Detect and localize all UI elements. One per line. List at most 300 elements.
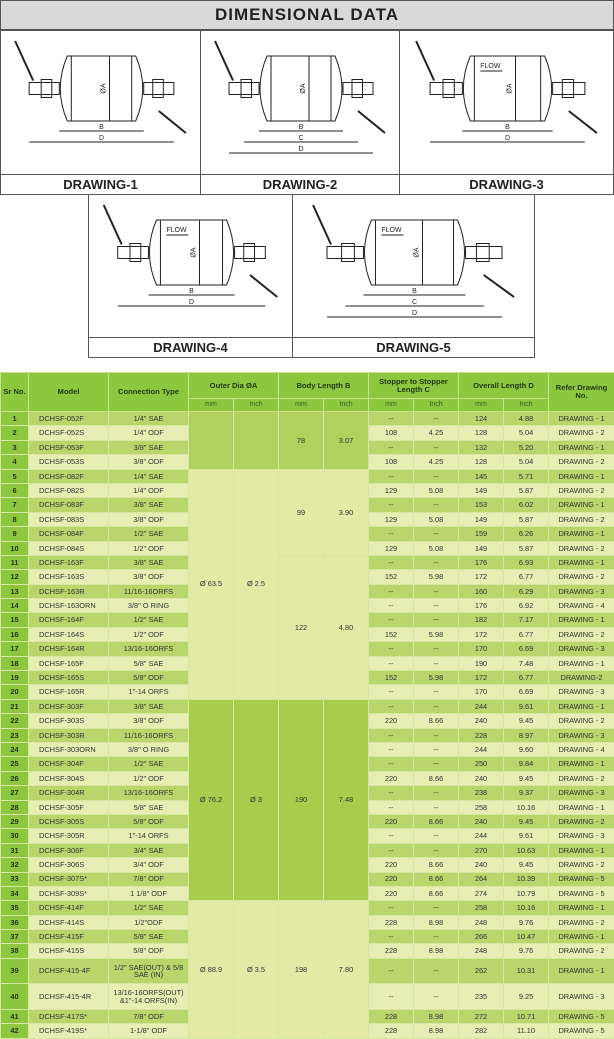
model: DCHSF-163S: [29, 570, 109, 584]
drawing-ref: DRAWING - 1: [549, 498, 614, 512]
stopper-length-inch: --: [414, 958, 459, 984]
model: DCHSF-082S: [29, 483, 109, 497]
overall-length-mm: 170: [459, 642, 504, 656]
stopper-length-inch: 8.98: [414, 1009, 459, 1023]
sr-no: 33: [1, 872, 29, 886]
stopper-length-inch: 8.98: [414, 944, 459, 958]
dimension-label: B: [189, 288, 194, 295]
overall-length-mm: 128: [459, 426, 504, 440]
model: DCHSF-305F: [29, 800, 109, 814]
wrench-arrow-icon: [104, 205, 122, 245]
drawing-ref: DRAWING - 1: [549, 699, 614, 713]
model: DCHSF-163R: [29, 584, 109, 598]
stopper-length-mm: 228: [369, 915, 414, 929]
sr-no: 39: [1, 958, 29, 984]
header-stopper-length: Stopper to Stopper Length C: [369, 373, 459, 399]
drawing-ref: DRAWING - 1: [549, 527, 614, 541]
overall-length-inch: 9.60: [504, 742, 549, 756]
outer-dia-mm: Ø 76.2: [189, 699, 234, 900]
stopper-length-mm: 152: [369, 671, 414, 685]
dimension-table: [0, 372, 614, 1039]
overall-length-inch: 6.93: [504, 555, 549, 569]
overall-length-mm: 240: [459, 771, 504, 785]
overall-length-inch: 9.61: [504, 699, 549, 713]
body-length-inch: 3.90: [324, 469, 369, 555]
connection-type: 3/8" SAE: [109, 498, 189, 512]
model: DCHSF-415F: [29, 930, 109, 944]
connection-type: 1/2" SAE: [109, 757, 189, 771]
inlet-fitting: [29, 83, 59, 95]
drawing-ref: DRAWING - 2: [549, 455, 614, 469]
connection-type: 1-1/8" ODF: [109, 1024, 189, 1038]
stopper-length-inch: --: [414, 642, 459, 656]
drawing-ref: DRAWING - 1: [549, 656, 614, 670]
outlet-fitting: [553, 83, 585, 95]
stopper-length-mm: --: [369, 613, 414, 627]
overall-length-inch: 4.88: [504, 412, 549, 426]
unit-inch: Inch: [414, 399, 459, 412]
sr-no: 19: [1, 671, 29, 685]
connection-type: 3/8" ODF: [109, 512, 189, 526]
stopper-length-inch: 8.98: [414, 915, 459, 929]
connection-type: 1/4" SAE: [109, 469, 189, 483]
connection-type: 11/16-16ORFS: [109, 728, 189, 742]
header-model: Model: [29, 373, 109, 412]
model: DCHSF-303S: [29, 714, 109, 728]
sr-no: 29: [1, 814, 29, 828]
overall-length-mm: 270: [459, 843, 504, 857]
wrench-arrow-icon: [358, 111, 385, 133]
overall-length-inch: 5.87: [504, 483, 549, 497]
model: DCHSF-084S: [29, 541, 109, 555]
overall-length-inch: 6.02: [504, 498, 549, 512]
connection-type: 1/4" ODF: [109, 483, 189, 497]
stopper-length-mm: --: [369, 728, 414, 742]
table-row: [1, 469, 614, 483]
stopper-length-mm: --: [369, 742, 414, 756]
stopper-length-mm: 108: [369, 426, 414, 440]
stopper-length-mm: 228: [369, 1024, 414, 1038]
overall-length-inch: 6.77: [504, 671, 549, 685]
stopper-length-inch: --: [414, 527, 459, 541]
body-length-mm: 198: [279, 901, 324, 1038]
drawing-ref: DRAWING - 1: [549, 469, 614, 483]
overall-length-inch: 11.10: [504, 1024, 549, 1038]
connection-type: 5/8" SAE: [109, 656, 189, 670]
stopper-length-mm: 152: [369, 570, 414, 584]
sr-no: 17: [1, 642, 29, 656]
sr-no: 11: [1, 555, 29, 569]
connection-type: 1/2" SAE: [109, 613, 189, 627]
overall-length-inch: 10.79: [504, 886, 549, 900]
drawing-ref: DRAWING - 1: [549, 555, 614, 569]
stopper-length-mm: --: [369, 584, 414, 598]
model: DCHSF-414F: [29, 901, 109, 915]
model: DCHSF-164S: [29, 627, 109, 641]
sr-no: 2: [1, 426, 29, 440]
table-body: [1, 412, 614, 1039]
model: DCHSF-303ORN: [29, 742, 109, 756]
sr-no: 36: [1, 915, 29, 929]
overall-length-mm: 149: [459, 512, 504, 526]
stopper-length-inch: 5.98: [414, 627, 459, 641]
drawing-ref: DRAWING-2: [549, 671, 614, 685]
outer-dia-mm: Ø 63.5: [189, 469, 234, 699]
model: DCHSF-163ORN: [29, 599, 109, 613]
overall-length-inch: 9.45: [504, 858, 549, 872]
sr-no: 18: [1, 656, 29, 670]
model: DCHSF-084F: [29, 527, 109, 541]
model: DCHSF-305R: [29, 829, 109, 843]
drawing-label: DRAWING-5: [293, 337, 534, 357]
stopper-length-mm: 129: [369, 512, 414, 526]
filter-drier-drawing: [201, 31, 401, 176]
connection-type: 3/8" O RING: [109, 599, 189, 613]
model: DCHSF-306S: [29, 858, 109, 872]
outlet-fitting: [144, 83, 174, 95]
stopper-length-mm: --: [369, 527, 414, 541]
sr-no: 7: [1, 498, 29, 512]
overall-length-mm: 238: [459, 786, 504, 800]
table-row: [1, 412, 614, 426]
overall-length-inch: 9.45: [504, 771, 549, 785]
connection-type: 11/16-16ORFS: [109, 584, 189, 598]
stopper-length-mm: 152: [369, 627, 414, 641]
wrench-arrow-icon: [159, 111, 186, 133]
sr-no: 21: [1, 699, 29, 713]
overall-length-inch: 9.37: [504, 786, 549, 800]
model: DCHSF-414S: [29, 915, 109, 929]
stopper-length-inch: --: [414, 742, 459, 756]
dimension-label: D: [189, 299, 194, 306]
unit-inch: Inch: [504, 399, 549, 412]
stopper-length-mm: 220: [369, 872, 414, 886]
overall-length-mm: 240: [459, 714, 504, 728]
dimension-a-label: ØA: [414, 247, 421, 257]
connection-type: 3/8" SAE: [109, 440, 189, 454]
overall-length-mm: 160: [459, 584, 504, 598]
stopper-length-mm: --: [369, 699, 414, 713]
drawing-ref: DRAWING - 1: [549, 958, 614, 984]
stopper-length-mm: --: [369, 786, 414, 800]
stopper-length-inch: --: [414, 829, 459, 843]
drawing-ref: DRAWING - 3: [549, 728, 614, 742]
drawing-ref: DRAWING - 2: [549, 814, 614, 828]
sr-no: 12: [1, 570, 29, 584]
model: DCHSF-052F: [29, 412, 109, 426]
stopper-length-inch: 4.25: [414, 455, 459, 469]
overall-length-mm: 258: [459, 800, 504, 814]
stopper-length-mm: --: [369, 469, 414, 483]
stopper-length-mm: --: [369, 958, 414, 984]
overall-length-mm: 240: [459, 814, 504, 828]
model: DCHSF-165F: [29, 656, 109, 670]
overall-length-mm: 124: [459, 412, 504, 426]
overall-length-mm: 172: [459, 671, 504, 685]
stopper-length-inch: --: [414, 469, 459, 483]
stopper-length-inch: --: [414, 685, 459, 699]
stopper-length-mm: --: [369, 440, 414, 454]
overall-length-inch: 6.29: [504, 584, 549, 598]
stopper-length-inch: --: [414, 757, 459, 771]
unit-inch: Inch: [324, 399, 369, 412]
model: DCHSF-165R: [29, 685, 109, 699]
connection-type: 3/4" SAE: [109, 843, 189, 857]
model: DCHSF-304R: [29, 786, 109, 800]
connection-type: 5/8" SAE: [109, 800, 189, 814]
connection-type: 1/2"ODF: [109, 915, 189, 929]
filter-drier-drawing: [1, 31, 202, 176]
model: DCHSF-303F: [29, 699, 109, 713]
connection-type: 1/4" ODF: [109, 426, 189, 440]
connection-type: 3/8" O RING: [109, 742, 189, 756]
drawing-label: DRAWING-3: [400, 174, 613, 194]
sr-no: 9: [1, 527, 29, 541]
flow-label: FLOW: [166, 227, 187, 234]
drawing-ref: DRAWING - 3: [549, 685, 614, 699]
overall-length-mm: 176: [459, 599, 504, 613]
overall-length-mm: 235: [459, 984, 504, 1010]
drawing-ref: DRAWING - 3: [549, 584, 614, 598]
connection-type: 5/8" ODF: [109, 944, 189, 958]
model: DCHSF-163F: [29, 555, 109, 569]
dimension-label: D: [412, 310, 417, 317]
overall-length-mm: 244: [459, 699, 504, 713]
stopper-length-inch: --: [414, 984, 459, 1010]
overall-length-inch: 9.84: [504, 757, 549, 771]
sr-no: 5: [1, 469, 29, 483]
stopper-length-inch: --: [414, 728, 459, 742]
overall-length-inch: 8.97: [504, 728, 549, 742]
drawing-ref: DRAWING - 1: [549, 843, 614, 857]
stopper-length-mm: --: [369, 412, 414, 426]
dimension-label: C: [412, 299, 417, 306]
connection-type: 1/2" SAE(OUT) & 5/8 SAE (IN): [109, 958, 189, 984]
stopper-length-mm: 228: [369, 944, 414, 958]
connection-type: 3/8" ODF: [109, 455, 189, 469]
dimension-label: B: [99, 124, 104, 131]
drawing-ref: DRAWING - 1: [549, 613, 614, 627]
outlet-fitting: [466, 247, 502, 259]
wrench-arrow-icon: [484, 275, 514, 297]
drawing-2-panel: [200, 30, 400, 195]
drawing-ref: DRAWING - 2: [549, 627, 614, 641]
stopper-length-mm: --: [369, 843, 414, 857]
stopper-length-mm: 220: [369, 886, 414, 900]
stopper-length-inch: 8.66: [414, 886, 459, 900]
wrench-arrow-icon: [15, 41, 33, 81]
stopper-length-inch: --: [414, 901, 459, 915]
model: DCHSF-083S: [29, 512, 109, 526]
stopper-length-inch: --: [414, 930, 459, 944]
page-title: DIMENSIONAL DATA: [0, 0, 614, 30]
dimension-label: D: [99, 135, 104, 142]
overall-length-inch: 5.71: [504, 469, 549, 483]
stopper-length-mm: --: [369, 984, 414, 1010]
wrench-arrow-icon: [313, 205, 331, 245]
model: DCHSF-305S: [29, 814, 109, 828]
outer-dia-inch: Ø 2.5: [234, 469, 279, 699]
overall-length-inch: 9.76: [504, 915, 549, 929]
overall-length-inch: 9.76: [504, 944, 549, 958]
stopper-length-inch: 4.25: [414, 426, 459, 440]
sr-no: 10: [1, 541, 29, 555]
overall-length-mm: 266: [459, 930, 504, 944]
header-body-length: Body Length B: [279, 373, 369, 399]
overall-length-mm: 262: [459, 958, 504, 984]
model: DCHSF-419S*: [29, 1024, 109, 1038]
unit-mm: mm: [369, 399, 414, 412]
sr-no: 14: [1, 599, 29, 613]
sr-no: 25: [1, 757, 29, 771]
sr-no: 27: [1, 786, 29, 800]
wrench-arrow-icon: [250, 275, 277, 297]
drawing-ref: DRAWING - 2: [549, 512, 614, 526]
overall-length-inch: 5.87: [504, 541, 549, 555]
connection-type: 7/8" ODF: [109, 872, 189, 886]
overall-length-inch: 9.45: [504, 714, 549, 728]
stopper-length-mm: --: [369, 800, 414, 814]
drawing-ref: DRAWING - 5: [549, 1024, 614, 1038]
drawing-label: DRAWING-4: [89, 337, 292, 357]
drawing-ref: DRAWING - 2: [549, 771, 614, 785]
drawing-ref: DRAWING - 5: [549, 1009, 614, 1023]
connection-type: 3/8" ODF: [109, 570, 189, 584]
overall-length-inch: 10.47: [504, 930, 549, 944]
inlet-fitting: [430, 83, 462, 95]
drawing-ref: DRAWING - 3: [549, 786, 614, 800]
flow-label: FLOW: [480, 63, 501, 70]
header-connection: Connection Type: [109, 373, 189, 412]
drawing-ref: DRAWING - 1: [549, 440, 614, 454]
model: DCHSF-052S: [29, 426, 109, 440]
connection-type: 13/16-16ORFS(OUT) &1"-14 ORFS(IN): [109, 984, 189, 1010]
overall-length-mm: 172: [459, 570, 504, 584]
stopper-length-inch: 8.66: [414, 872, 459, 886]
dimension-a-label: ØA: [300, 83, 307, 93]
stopper-length-inch: --: [414, 800, 459, 814]
dimension-label: D: [298, 146, 303, 153]
outlet-fitting: [235, 247, 266, 259]
overall-length-mm: 153: [459, 498, 504, 512]
model: DCHSF-415S: [29, 944, 109, 958]
overall-length-inch: 5.20: [504, 440, 549, 454]
header-overall-length: Overall Length D: [459, 373, 549, 399]
connection-type: 1"-14 ORFS: [109, 829, 189, 843]
overall-length-mm: 282: [459, 1024, 504, 1038]
overall-length-inch: 5.87: [504, 512, 549, 526]
drawing-ref: DRAWING - 2: [549, 483, 614, 497]
model: DCHSF-415-4R: [29, 984, 109, 1010]
overall-length-mm: 248: [459, 915, 504, 929]
connection-type: 1/4" SAE: [109, 412, 189, 426]
drawing-ref: DRAWING - 2: [549, 915, 614, 929]
connection-type: 3/8" SAE: [109, 699, 189, 713]
sr-no: 31: [1, 843, 29, 857]
overall-length-inch: 6.92: [504, 599, 549, 613]
overall-length-mm: 128: [459, 455, 504, 469]
connection-type: 1/2" SAE: [109, 527, 189, 541]
stopper-length-mm: --: [369, 555, 414, 569]
stopper-length-inch: --: [414, 843, 459, 857]
overall-length-mm: 149: [459, 541, 504, 555]
overall-length-inch: 6.69: [504, 642, 549, 656]
drawing-ref: DRAWING - 1: [549, 930, 614, 944]
model: DCHSF-164F: [29, 613, 109, 627]
drawing-ref: DRAWING - 2: [549, 714, 614, 728]
drawing-ref: DRAWING - 1: [549, 800, 614, 814]
stopper-length-mm: --: [369, 656, 414, 670]
dimension-a-label: ØA: [191, 247, 198, 257]
connection-type: 13/16-16ORFS: [109, 642, 189, 656]
stopper-length-inch: 5.08: [414, 512, 459, 526]
stopper-length-mm: --: [369, 498, 414, 512]
wrench-arrow-icon: [416, 41, 434, 81]
drawing-ref: DRAWING - 1: [549, 412, 614, 426]
outlet-fitting: [343, 83, 373, 95]
overall-length-mm: 132: [459, 440, 504, 454]
stopper-length-inch: 8.98: [414, 1024, 459, 1038]
overall-length-inch: 6.26: [504, 527, 549, 541]
stopper-length-mm: 220: [369, 814, 414, 828]
dimension-a-label: ØA: [101, 83, 108, 93]
table-row: [1, 901, 614, 915]
wrench-arrow-icon: [215, 41, 233, 81]
stopper-length-mm: 129: [369, 541, 414, 555]
drawing-ref: DRAWING - 1: [549, 757, 614, 771]
wrench-arrow-icon: [569, 111, 597, 133]
body-length-mm: 122: [279, 555, 324, 699]
inlet-fitting: [229, 83, 259, 95]
stopper-length-inch: 8.66: [414, 771, 459, 785]
connection-type: 1/2" ODF: [109, 541, 189, 555]
connection-type: 3/4" ODF: [109, 858, 189, 872]
body-length-mm: 78: [279, 412, 324, 470]
stopper-length-inch: 8.66: [414, 814, 459, 828]
drawing-ref: DRAWING - 2: [549, 858, 614, 872]
overall-length-mm: 172: [459, 627, 504, 641]
dimension-a-label: ØA: [507, 83, 514, 93]
overall-length-mm: 159: [459, 527, 504, 541]
model: DCHSF-164R: [29, 642, 109, 656]
overall-length-inch: 9.45: [504, 814, 549, 828]
stopper-length-mm: 129: [369, 483, 414, 497]
body-length-mm: 99: [279, 469, 324, 555]
dimension-label: D: [505, 135, 510, 142]
outer-dia-mm: Ø 88.9: [189, 901, 234, 1038]
overall-length-mm: 190: [459, 656, 504, 670]
body-length-inch: 7.48: [324, 699, 369, 900]
connection-type: 5/8" SAE: [109, 930, 189, 944]
connection-type: 1/2" ODF: [109, 627, 189, 641]
stopper-length-inch: --: [414, 584, 459, 598]
overall-length-mm: 264: [459, 872, 504, 886]
drawing-ref: DRAWING - 2: [549, 426, 614, 440]
stopper-length-inch: --: [414, 699, 459, 713]
drawing-ref: DRAWING - 5: [549, 872, 614, 886]
sr-no: 13: [1, 584, 29, 598]
stopper-length-mm: --: [369, 901, 414, 915]
overall-length-mm: 145: [459, 469, 504, 483]
overall-length-inch: 6.77: [504, 627, 549, 641]
header-outer-dia: Outer Dia ØA: [189, 373, 279, 399]
connection-type: 1/2" ODF: [109, 771, 189, 785]
stopper-length-mm: 220: [369, 771, 414, 785]
model: DCHSF-417S*: [29, 1009, 109, 1023]
unit-mm: mm: [279, 399, 324, 412]
body-length-mm: 190: [279, 699, 324, 900]
stopper-length-inch: 8.66: [414, 714, 459, 728]
